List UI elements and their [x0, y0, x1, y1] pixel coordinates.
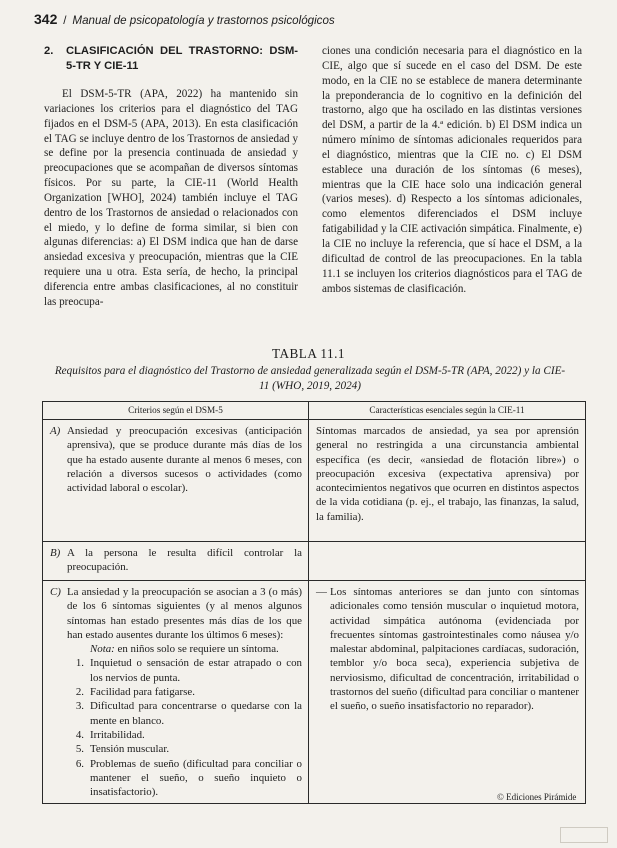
criterion-note [67, 642, 302, 656]
item-text: Inquietud o sensación de estar atrapado o con los nervios de punta. [90, 657, 302, 684]
dsm-cell [43, 420, 309, 542]
criteria-table [42, 401, 586, 804]
item-text: Facilidad para fatigarse. [90, 686, 195, 699]
item-number: 6. [75, 757, 84, 770]
dash-marker: — [316, 586, 327, 598]
list-item [67, 728, 302, 742]
item-text: Tensión muscular. [90, 743, 170, 756]
list-item [67, 757, 302, 800]
running-header [34, 11, 335, 27]
table-row [43, 581, 586, 804]
section-number: 2. [44, 45, 54, 57]
running-title: Manual de psicopatología y trastornos psicológicos [72, 14, 335, 27]
list-item [67, 656, 302, 685]
cie-criterion-text: Síntomas marcados de ansiedad, ya sea por aprensión general no restringida a una circunstancia ambiental específica (es decir, «ansiedad de flotación libre») o preocupación excesiva (expectativa aprensiva) por acontecimientos negativos que ocurren en distintos aspectos de la vida cotidiana (p. ej., el trabajo, las finanzas, la salud, la familia). [316, 425, 579, 523]
criterion-letter: C) [50, 586, 61, 598]
left-column [44, 44, 298, 310]
cie-cell [309, 542, 586, 581]
item-text: Problemas de sueño (dificultad para conciliar o mantener el sueño, o sueño inquieto o insatisfactorio). [90, 757, 302, 799]
cie-cell [309, 581, 586, 804]
dsm-criterion-text: La ansiedad y la preocupación se asocian a 3 (o más) de los 6 síntomas siguientes (y al menos algunos síntomas han estado presentes más días de los que han estado ausentes durante los últimos 6 meses): [67, 586, 302, 641]
cie-cell [309, 420, 586, 542]
table-row [43, 542, 586, 581]
symptom-list [67, 656, 302, 799]
left-paragraph: El DSM-5-TR (APA, 2022) ha mantenido sin variaciones los criterios para el diagnóstico del TAG fijados en el DSM-5 (APA, 2013). En esta clasificación el TAG se incluye dentro de los Trastornos de ansiedad y se define por la presencia continuada de ansiedad y preocupaciones que se acompañan de diversos síntomas físicos. Por su parte, la CIE-11 (World Health Organization [WHO], 2024) también incluye el TAG dentro de los Trastornos de ansiedad o relacionados con el miedo, y lo define de forma similar, si bien con algunas diferencias: a) El DSM indica que han de darse ansiedad excesiva y preocupación, mientras que la CIE requiere una u otra. Esta sería, de hecho, la principal diferencia entre ambas clasificaciones, al no constituir las preocupa- [44, 88, 298, 308]
table-label: TABLA 11.1 [271, 346, 346, 361]
list-item [67, 685, 302, 699]
publisher-footer: © Ediciones Pirámide [497, 792, 577, 802]
item-text: Dificultad para concentrarse o quedarse con la mente en blanco. [90, 700, 302, 727]
note-text: en niños solo se requiere un síntoma. [114, 643, 279, 656]
table-caption: Requisitos para el diagnóstico del Trastorno de ansiedad generalizada según el DSM-5-TR (APA, 2022) y la CIE-11 (WHO, 2019, 2024) [54, 365, 566, 392]
cie-criterion-text [309, 542, 585, 550]
section-heading [44, 44, 298, 73]
list-item [67, 699, 302, 728]
item-number: 2. [75, 686, 84, 699]
dsm-cell [43, 542, 309, 581]
criterion-letter: B) [50, 547, 61, 559]
note-label: Nota: [90, 643, 115, 656]
item-number: 3. [75, 700, 84, 713]
right-column [322, 44, 582, 296]
section-title: CLASIFICACIÓN DEL TRASTORNO: DSM-5-TR Y CIE-11 [66, 45, 298, 72]
criterion-letter: A) [50, 425, 61, 437]
table-row [43, 420, 586, 542]
item-number: 1. [75, 657, 84, 670]
dsm-criterion-text: A la persona le resulta difícil controlar la preocupación. [67, 547, 302, 574]
right-paragraph: ciones una condición necesaria para el diagnóstico en la CIE, algo que sí sucede en el caso del DSM. De este modo, en la CIE no se establece de manera determinante la preponderancia de lo cognitivo en la definición del trastorno, algo que ha oscilado en las distintas versiones del DSM, a partir de la 4.ª edición. b) El DSM indica un número mínimo de síntomas adicionales requeridos para el diagnóstico, mientras que la CIE no. c) El DSM establece una duración de los síntomas (6 meses), mientras que la CIE hace solo una indicación general (varios meses). d) Respecto a los síntomas adicionales, como elementos diferenciados el DSM incluye fatigabilidad y la CIE activación simpática. Finalmente, e) la CIE no incluye la referencia, que sí hace el DSM, a la dificultad de control de las preocupaciones. En la tabla 11.1 se incluyen los criterios diagnósticos para el TAG de ambos sistemas de clasificación. [322, 45, 582, 295]
table-header-row [43, 402, 586, 420]
item-text: Irritabilidad. [90, 728, 145, 741]
page-number: 342 [34, 11, 58, 27]
header-separator: / [63, 14, 67, 27]
dsm-cell [43, 581, 309, 804]
header-dsm: Criterios según el DSM-5 [43, 402, 309, 420]
list-item [67, 742, 302, 756]
cie-criterion-text: Los síntomas anteriores se dan junto con síntomas adicionales como tensión muscular o inquietud motora, actividad simpática autónoma (evidenciada por frecuentes síntomas gastrointestinales como náusea y/o malestar abdominal, palpitaciones cardíacas, sudoración, temblor y/o boca seca), experiencia subjetiva de nerviosismo, dificultad de concentración, irritabilidad o trastornos del sueño (dificultad para conciliar o mantener el sueño, o sueño insatisfactorio no reparador). [330, 586, 579, 713]
scanner-watermark [560, 827, 608, 843]
header-cie: Características esenciales según la CIE-11 [309, 402, 586, 420]
item-number: 5. [75, 743, 84, 756]
item-number: 4. [75, 728, 84, 741]
dsm-criterion-text: Ansiedad y preocupación excesivas (anticipación aprensiva), que se produce durante más días de los que ha estado ausente durante al menos 6 meses, con relación a diversos sucesos o actividades (como actividad laboral o escolar). [67, 425, 302, 495]
